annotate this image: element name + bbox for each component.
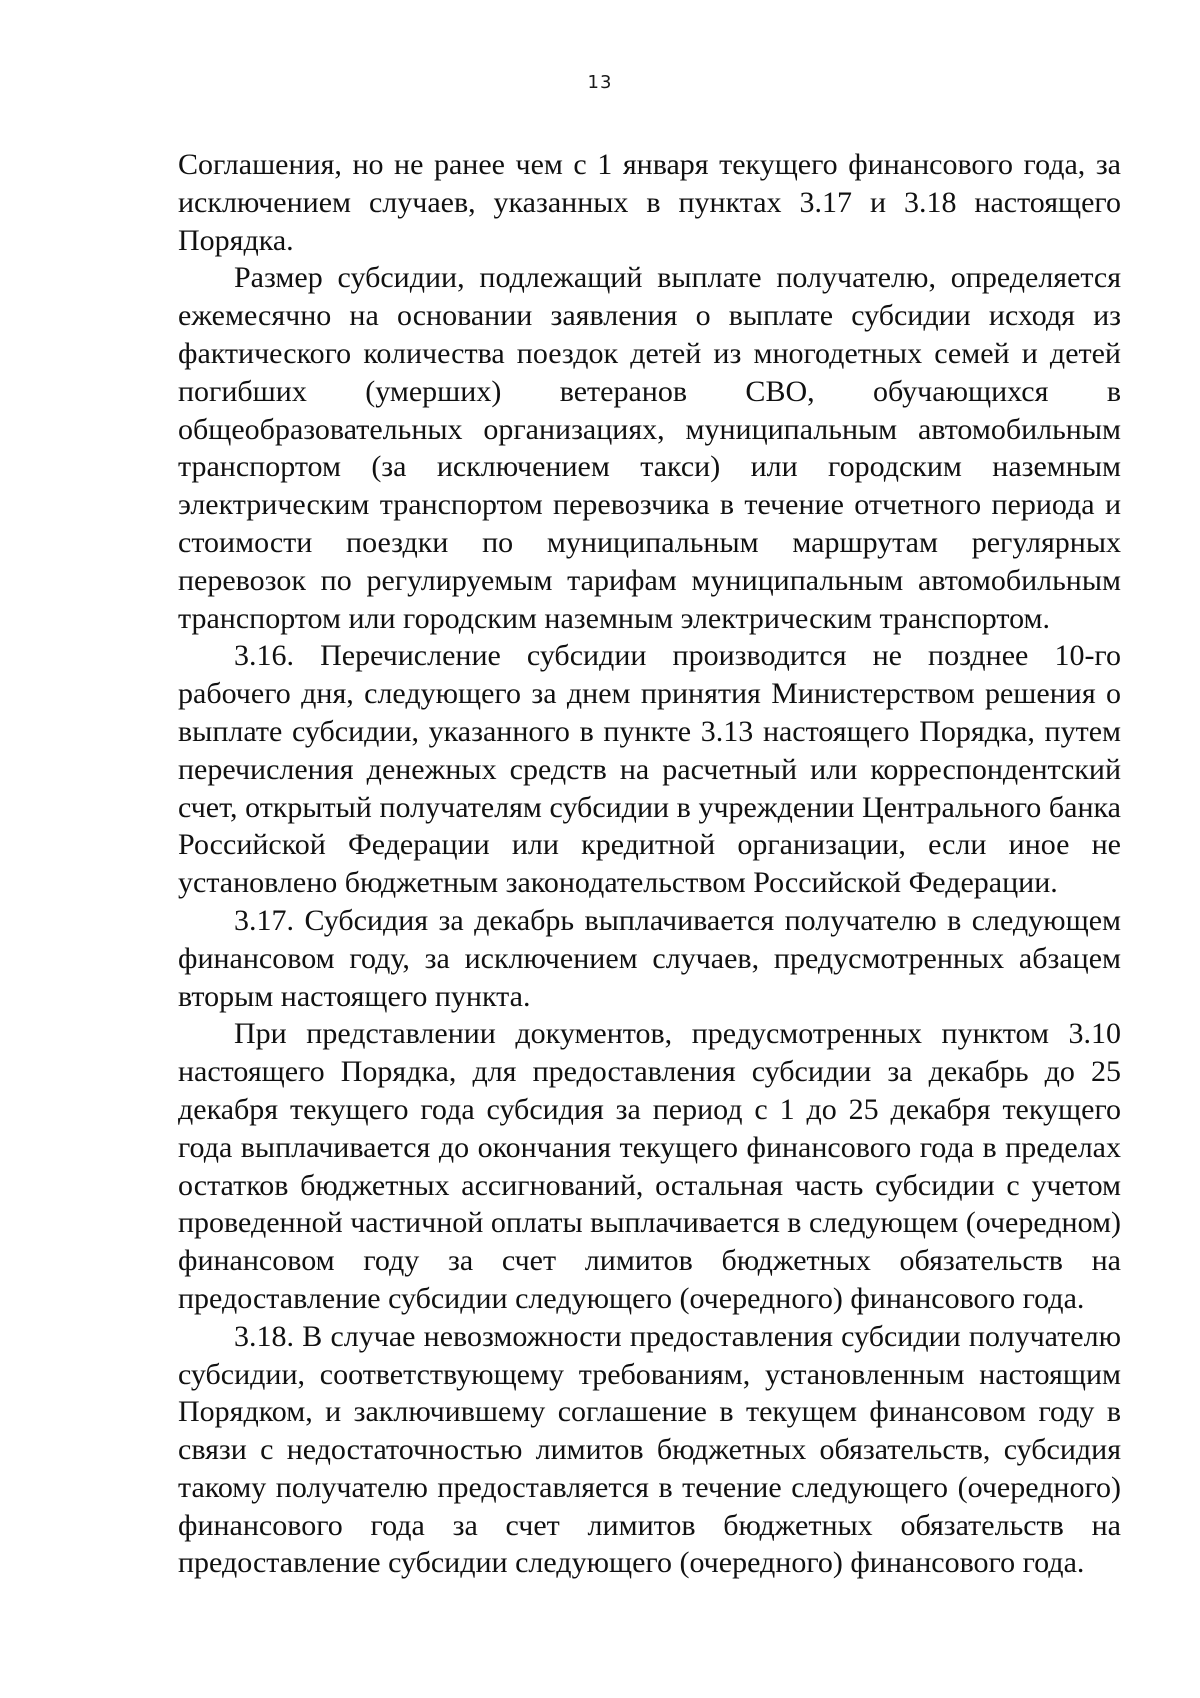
paragraph-3-18: 3.18. В случае невозможности предоставления субсидии получателю субсидии, соответствующему требованиям, установленным настоящим Порядком, и заключившему соглашение в текущем финансовом году в связи с недостаточностью лимитов бюджетных обязательств, субсидия такому получателю предоставляется в течение следующего (очередного) финансового года за счет лимитов бюджетных обязательств на предоставление субсидии следующего (очередного) финансового года. [178, 1319, 1121, 1580]
document-body [178, 146, 1121, 1582]
paragraph-3-16: 3.16. Перечисление субсидии производится не позднее 10-го рабочего дня, следующего за днем принятия Министерством решения о выплате субсидии, указанного в пункте 3.13 настоящего Порядка, путем перечисления денежных средств на расчетный или корреспондентский счет, открытый получателям субсидии в учреждении Центрального банка Российской Федерации или кредитной организации, если иное не установлено бюджетным законодательством Российской Федерации. [178, 639, 1121, 900]
paragraph-continuation: Соглашения, но не ранее чем с 1 января текущего финансового года, за исключением случаев, указанных в пунктах 3.17 и 3.18 настоящего Порядка. [178, 148, 1121, 257]
paragraph-subsidy-amount: Размер субсидии, подлежащий выплате получателю, определяется ежемесячно на основании заявления о выплате субсидии исходя из фактического количества поездок детей из многодетных семей и детей погибших (умерших) ветеранов СВО, обучающихся в общеобразовательных организациях, муниципальным автомобильным транспортом (за исключением такси) или городским наземным электрическим транспортом перевозчика в течение отчетного периода и стоимости поездки по муниципальным маршрутам регулярных перевозок по регулируемым тарифам муниципальным автомобильным транспортом или городским наземным электрическим транспортом. [178, 261, 1121, 635]
paragraph-3-17: 3.17. Субсидия за декабрь выплачивается получателю в следующем финансовом году, за исключением случаев, предусмотренных абзацем вторым настоящего пункта. [178, 903, 1121, 1013]
paragraph-3-17-second: При представлении документов, предусмотренных пунктом 3.10 настоящего Порядка, для предоставления субсидии за декабрь до 25 декабря текущего года субсидия за период с 1 до 25 декабря текущего года выплачивается до окончания текущего финансового года в пределах остатков бюджетных ассигнований, остальная часть субсидии с учетом проведенной частичной оплаты выплачивается в следующем (очередном) финансовом году за счет лимитов бюджетных обязательств на предоставление субсидии следующего (очередного) финансового года. [178, 1017, 1121, 1315]
page-number: 13 [587, 72, 613, 93]
